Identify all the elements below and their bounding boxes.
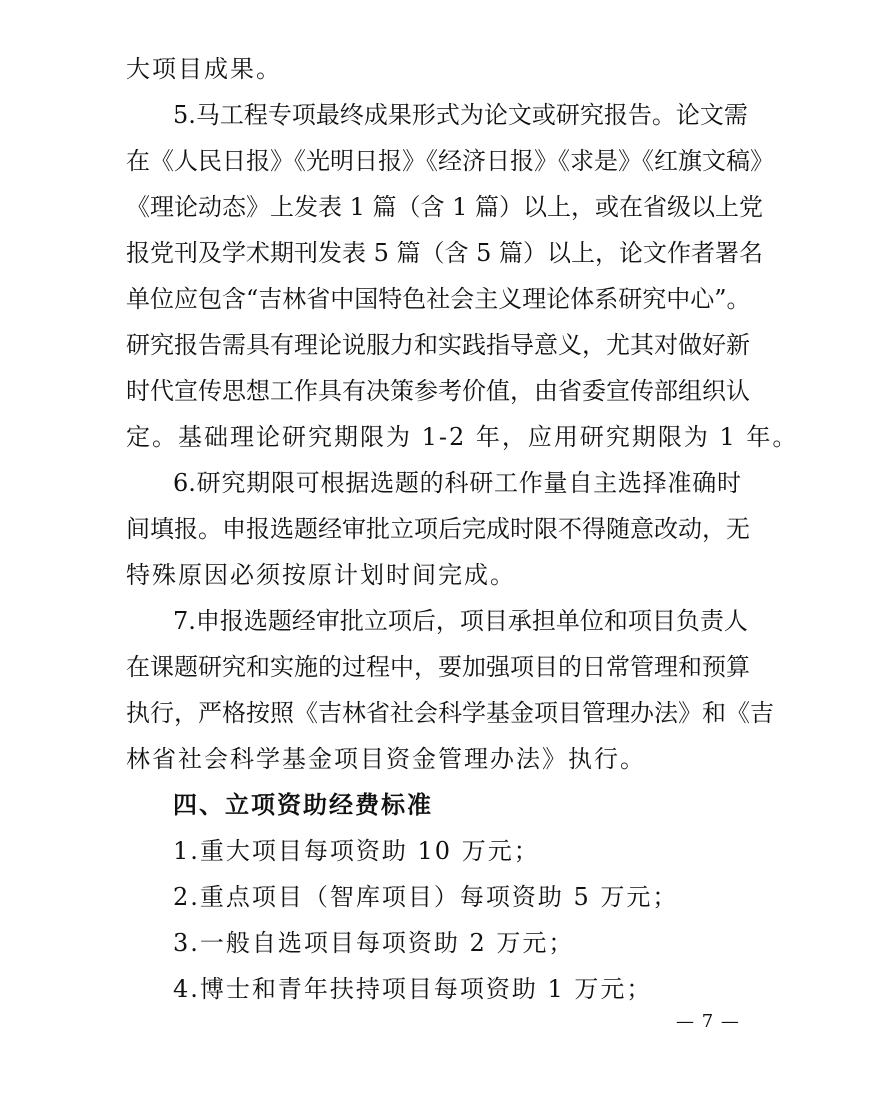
funding-item-4: 4.博士和青年扶持项目每项资助 1 万元； xyxy=(173,975,653,1003)
funding-item-2: 2.重点项目（智库项目）每项资助 5 万元； xyxy=(173,883,679,911)
section-heading: 四、立项资助经费标准 xyxy=(173,791,433,819)
text-line: 时代宣传思想工作具有决策参考价值，由省委宣传部组织认 xyxy=(126,377,750,405)
text-line: 单位应包含“吉林省中国特色社会主义理论体系研究中心”。 xyxy=(126,285,751,313)
funding-item-1: 1.重大项目每项资助 10 万元； xyxy=(173,837,540,865)
text-line: 大项目成果。 xyxy=(126,55,282,83)
page-number: — 7 — xyxy=(676,1011,740,1032)
text-line: 在课题研究和实施的过程中，要加强项目的日常管理和预算 xyxy=(126,653,750,681)
text-line: 特殊原因必须按原计划时间完成。 xyxy=(126,561,516,589)
text-line: 研究报告需具有理论说服力和实践指导意义，尤其对做好新 xyxy=(126,331,750,359)
text-line: 定。基础理论研究期限为 1-2 年，应用研究期限为 1 年。 xyxy=(126,423,799,451)
text-line: 在《人民日报》《光明日报》《经济日报》《求是》《红旗文稿》 xyxy=(126,147,774,175)
paragraph-5-first-line: 5.马工程专项最终成果形式为论文或研究报告。论文需 xyxy=(173,101,748,129)
text-line: 《理论动态》上发表 1 篇（含 1 篇）以上，或在省级以上党 xyxy=(126,193,764,221)
text-line: 林省社会科学基金项目资金管理办法》执行。 xyxy=(126,745,646,773)
paragraph-7-first-line: 7.申报选题经审批立项后，项目承担单位和项目负责人 xyxy=(173,607,748,635)
text-line: 间填报。申报选题经审批立项后完成时限不得随意改动，无 xyxy=(126,515,750,543)
text-line: 执行，严格按照《吉林省社会科学基金项目管理办法》和《吉 xyxy=(126,699,774,727)
paragraph-6-first-line: 6.研究期限可根据选题的科研工作量自主选择准确时 xyxy=(173,469,741,497)
text-line: 报党刊及学术期刊发表 5 篇（含 5 篇）以上，论文作者署名 xyxy=(126,239,764,267)
funding-item-3: 3.一般自选项目每项资助 2 万元； xyxy=(173,929,575,957)
